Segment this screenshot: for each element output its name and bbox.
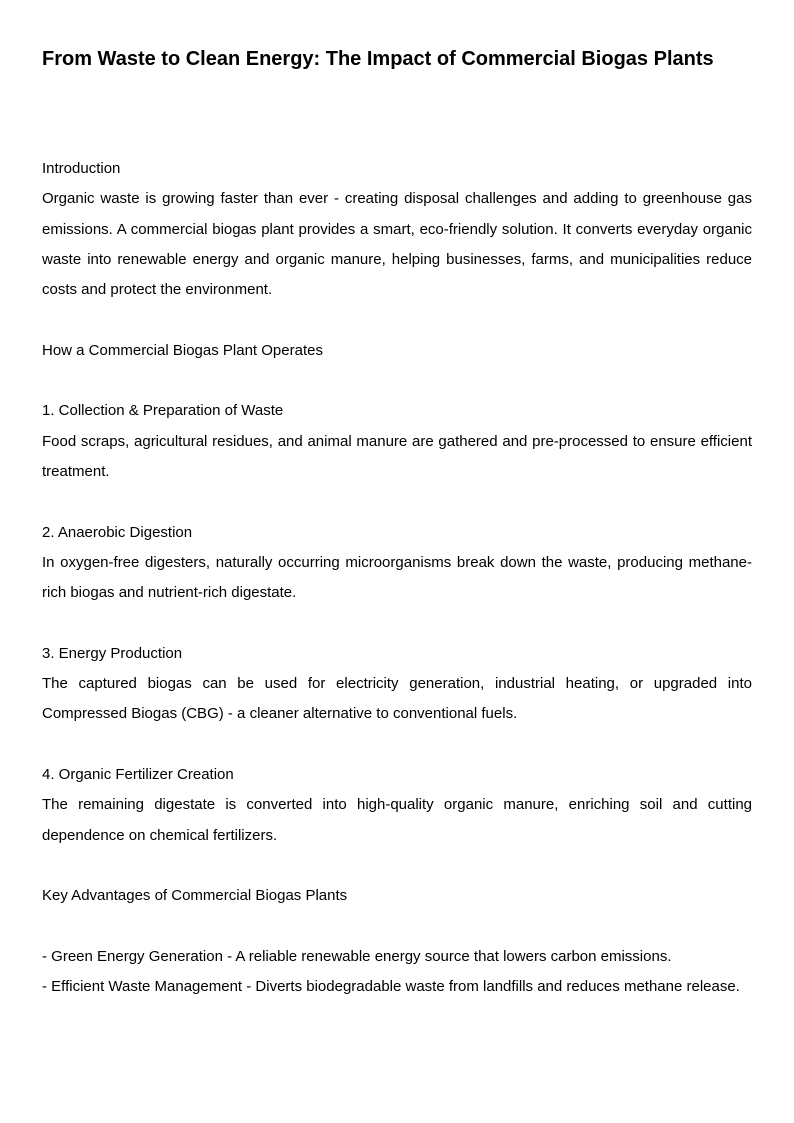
step-paragraph: The remaining digestate is converted into high-quality organic manure, enriching soil and cutting dependence on chemical fertilizers. [42, 796, 752, 844]
spacer [42, 366, 752, 396]
operation-heading: How a Commercial Biogas Plant Operates [42, 341, 323, 359]
spacer [42, 487, 752, 517]
advantages-heading: Key Advantages of Commercial Biogas Plants [42, 887, 348, 905]
spacer [42, 730, 752, 760]
advantage-item: - Efficient Waste Management - Diverts biodegradable waste from landfills and reduces methane release. [42, 978, 740, 996]
step-paragraph: Food scraps, agricultural residues, and animal manure are gathered and pre-processed to ensure efficient treatment. [42, 432, 752, 480]
spacer [42, 851, 752, 881]
document-body [42, 154, 752, 1002]
advantage-item: - Green Energy Generation - A reliable renewable energy source that lowers carbon emissions. [42, 947, 672, 965]
intro-paragraph: Organic waste is growing faster than ever - creating disposal challenges and adding to greenhouse gas emissions. A commercial biogas plant provides a smart, eco-friendly solution. It converts everyday organic waste into renewable energy and organic manure, helping businesses, farms, and municipalities reduce costs and protect the environment. [42, 190, 752, 299]
spacer [42, 608, 752, 638]
step-paragraph: In oxygen-free digesters, naturally occurring microorganisms break down the waste, producing methane-rich biogas and nutrient-rich digestate. [42, 553, 752, 602]
document-title: From Waste to Clean Energy: The Impact of Commercial Biogas Plants [42, 48, 714, 70]
step-paragraph: The captured biogas can be used for electricity generation, industrial heating, or upgraded into Compressed Biogas (CBG) - a cleaner alternative to conventional fuels. [42, 675, 752, 723]
step-heading: 1. Collection & Preparation of Waste [42, 402, 284, 420]
spacer [42, 911, 752, 941]
step-heading: 4. Organic Fertilizer Creation [42, 765, 234, 783]
document-page [42, 40, 752, 1002]
step-heading: 3. Energy Production [42, 644, 183, 662]
intro-heading: Introduction [42, 160, 121, 177]
spacer [42, 305, 752, 335]
step-heading: 2. Anaerobic Digestion [42, 523, 193, 541]
